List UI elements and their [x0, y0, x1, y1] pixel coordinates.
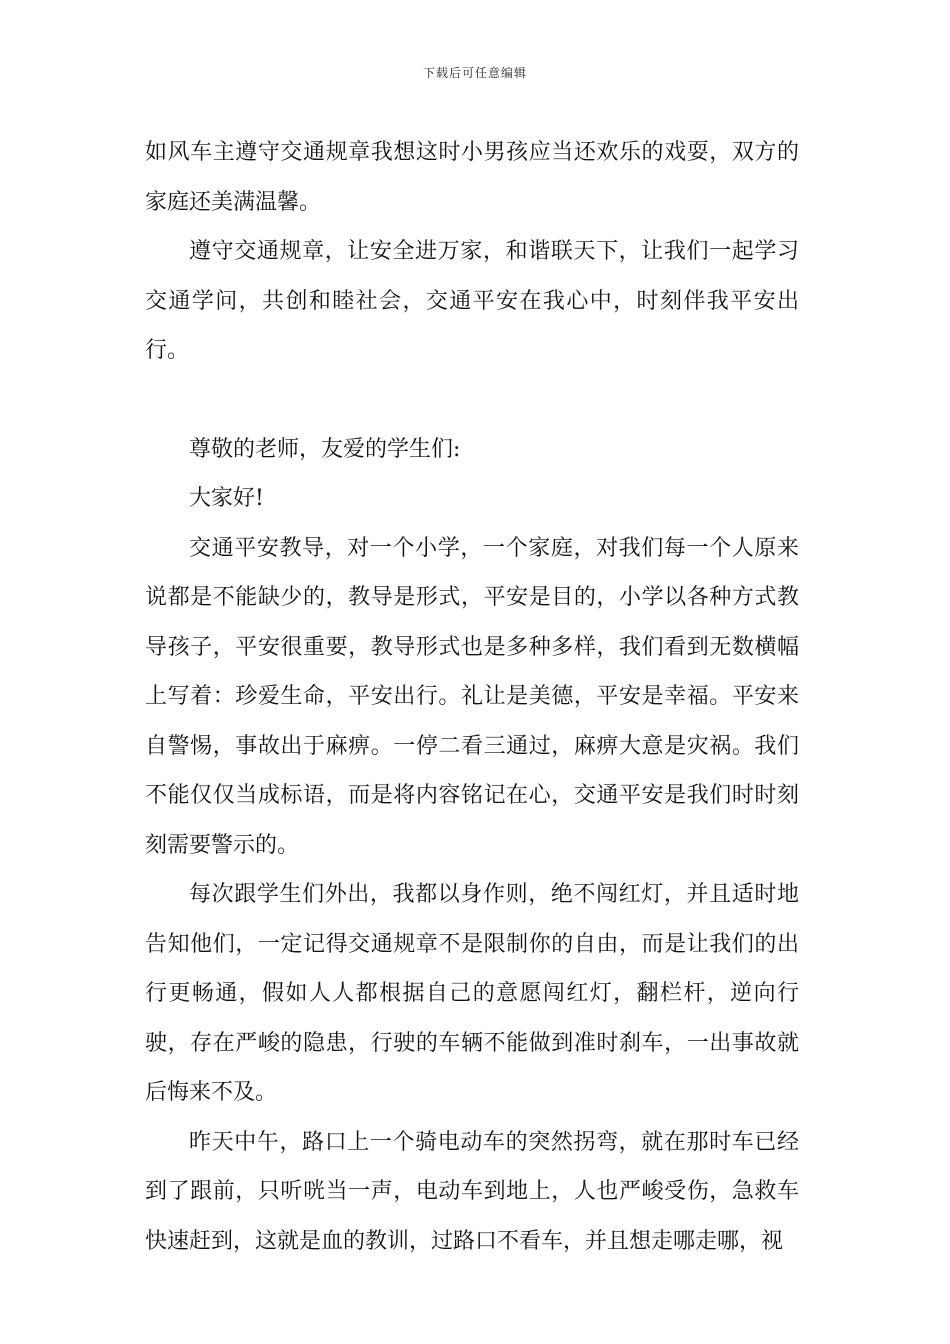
greeting-line: 尊敬的老师，友爱的学生们: — [189, 436, 461, 462]
section-gap — [145, 376, 799, 425]
paragraph-3: 交通平安教导，对一个小学，一个家庭，对我们每一个人原来说都是不能缺少的，教导是形式，平安是目的，小学以各种方式教导孩子，平安很重要，教导形式也是多种多样，我们看到无数横幅上写着：珍爱生命，平安出行。礼让是美德，平安是幸福。平安来自警惕，事故出于麻痹。一停二看三通过，麻痹大意是灾祸。我们不能仅仅当成标语，而是将内容铭记在心，交通平安是我们时时刻刻需要警示的。 — [145, 535, 799, 858]
paragraph-1: 如风车主遵守交通规章我想这时小男孩应当还欢乐的戏耍，双方的家庭还美满温馨。 — [145, 140, 799, 215]
salutation-line: 大家好! — [189, 486, 264, 511]
document-body — [145, 128, 799, 1266]
paragraph-2: 遵守交通规章，让安全进万家，和谐联天下，让我们一起学习交通学问，共创和睦社会，交通平安在我心中，时刻伴我平安出行。 — [145, 239, 799, 363]
paragraph-5: 昨天中午，路口上一个骑电动车的突然拐弯，就在那时车已经到了跟前，只听咣当一声，电动车到地上，人也严峻受伤，急救车快速赶到，这就是血的教训，过路口不看车，并且想走哪走哪，视 — [145, 1129, 799, 1254]
paragraph-4: 每次跟学生们外出，我都以身作则，绝不闯红灯，并且适时地告知他们，一定记得交通规章不是限制你的自由，而是让我们的出行更畅通，假如人人都根据自己的意愿闯红灯，翻栏杆，逆向行驶，存在严峻的隐患，行驶的车辆不能做到准时刹车，一出事故就后悔来不及。 — [145, 882, 799, 1105]
page-header-note: 下载后可任意编辑 — [422, 66, 527, 80]
